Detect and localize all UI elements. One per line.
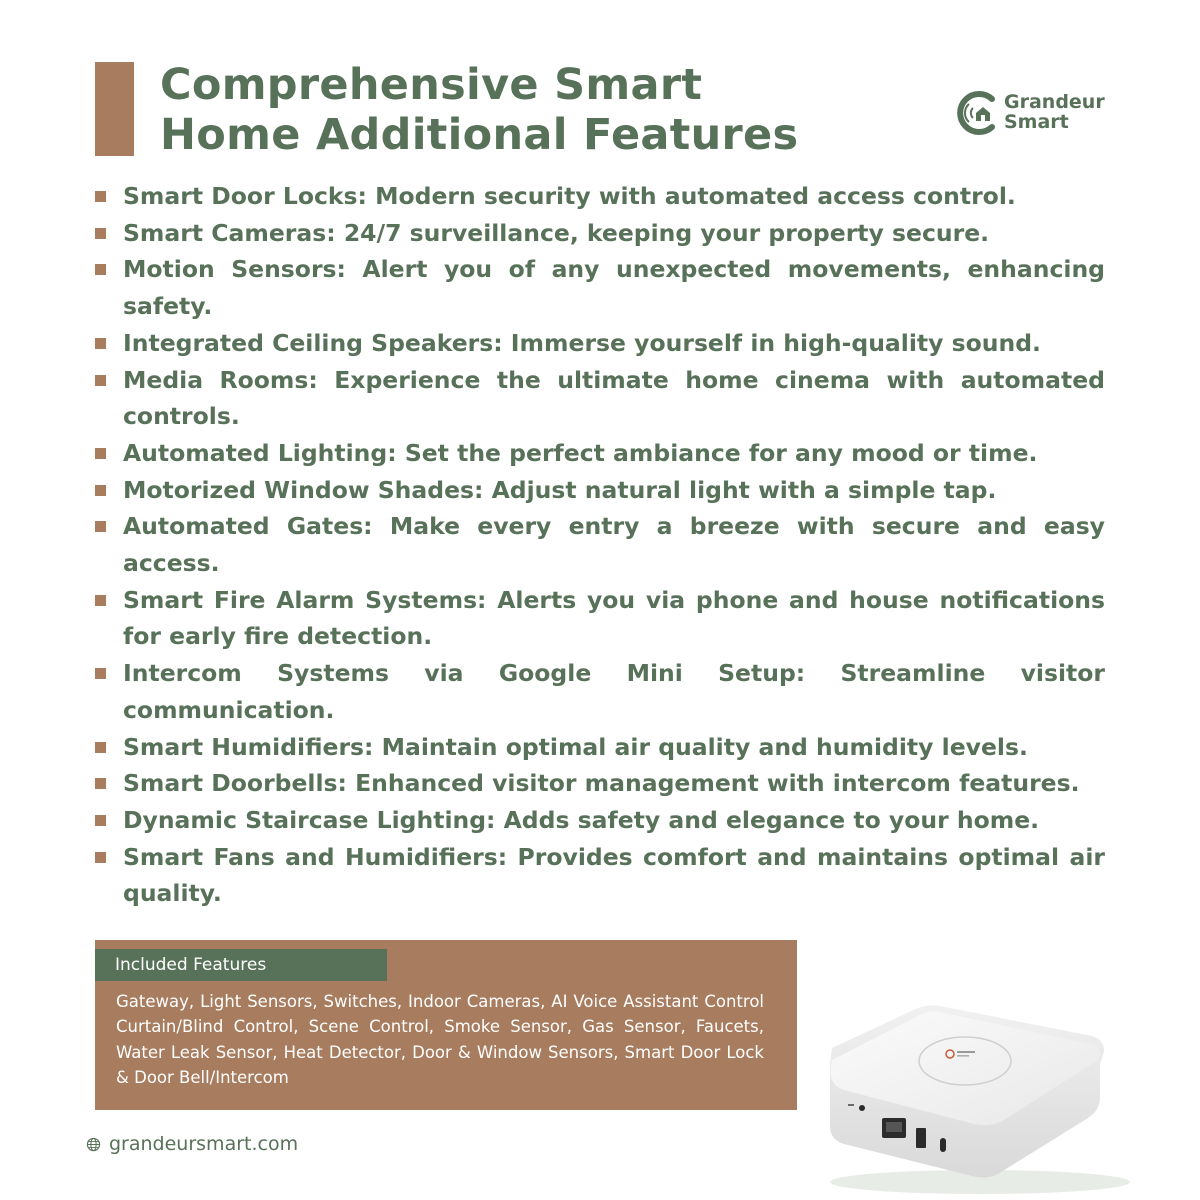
feature-item — [95, 582, 1105, 655]
feature-item — [95, 362, 1105, 435]
feature-list — [95, 178, 1105, 912]
page-title — [160, 60, 798, 160]
title-accent-bar — [95, 62, 134, 156]
bullet-square-icon — [95, 191, 106, 202]
bullet-square-icon — [95, 264, 106, 275]
included-features-text: Gateway, Light Sensors, Switches, Indoor Cameras, AI Voice Assistant Control Curtain/Blind Control, Scene Control, Smoke Sensor, Gas Sensor, Faucets, Water Leak Sensor, Heat Detector, Door & Window Sensors, Smart Door Lock & Door Bell/Intercom — [116, 992, 764, 1087]
page-title-line-2: Home Additional Features — [160, 110, 799, 160]
bullet-square-icon — [95, 778, 106, 789]
bullet-square-icon — [95, 521, 106, 532]
bullet-square-icon — [95, 338, 106, 349]
feature-text: Media Rooms: Experience the ultimate home cinema with automated controls. — [123, 365, 1105, 431]
feature-text: Smart Doorbells: Enhanced visitor management with intercom features. — [123, 769, 1080, 798]
feature-text: Smart Fire Alarm Systems: Alerts you via phone and house notifications for early fire detection. — [123, 585, 1105, 651]
feature-text: Intercom Systems via Google Mini Setup: Streamline visitor communication. — [123, 659, 1105, 724]
bullet-square-icon — [95, 485, 106, 496]
feature-text: Smart Humidifiers: Maintain optimal air quality and humidity levels. — [123, 732, 1028, 761]
wifi-home-icon — [952, 88, 1002, 138]
feature-item — [95, 215, 1105, 252]
feature-item — [95, 839, 1105, 912]
feature-item — [95, 802, 1105, 839]
feature-text: Automated Gates: Make every entry a breeze with secure and easy access. — [123, 512, 1105, 578]
feature-text: Integrated Ceiling Speakers: Immerse yourself in high-quality sound. — [123, 328, 1041, 357]
globe-icon — [86, 1137, 101, 1152]
bullet-square-icon — [95, 595, 106, 606]
feature-text: Smart Cameras: 24/7 surveillance, keeping your property secure. — [123, 218, 990, 247]
gateway-device-image — [800, 960, 1160, 1200]
brand-name-line-1: Grandeur — [1004, 91, 1105, 113]
included-features-panel — [95, 940, 797, 1110]
bullet-square-icon — [95, 815, 106, 826]
website-url: grandeursmart.com — [109, 1133, 299, 1155]
feature-text: Smart Door Locks: Modern security with automated access control. — [123, 182, 1016, 210]
bullet-square-icon — [95, 375, 106, 386]
feature-item — [95, 765, 1105, 802]
bullet-square-icon — [95, 852, 106, 863]
bullet-square-icon — [95, 742, 106, 753]
feature-item — [95, 729, 1105, 766]
feature-item — [95, 655, 1105, 728]
feature-item — [95, 472, 1105, 509]
bullet-square-icon — [95, 448, 106, 459]
website-link[interactable] — [86, 1131, 298, 1157]
feature-text: Motorized Window Shades: Adjust natural light with a simple tap. — [123, 475, 997, 504]
brand-name — [1004, 92, 1105, 132]
brand-logo — [952, 88, 1112, 140]
bullet-square-icon — [95, 228, 106, 239]
page-title-line-1: Comprehensive Smart — [160, 60, 703, 110]
feature-text: Smart Fans and Humidifiers: Provides comfort and maintains optimal air quality. — [123, 842, 1105, 908]
included-features-header: Included Features — [95, 949, 387, 981]
brand-name-line-2: Smart — [1004, 111, 1069, 133]
feature-text: Motion Sensors: Alert you of any unexpected movements, enhancing safety. — [123, 255, 1105, 321]
feature-text: Automated Lighting: Set the perfect ambiance for any mood or time. — [123, 438, 1038, 467]
feature-item — [95, 178, 1105, 215]
feature-text: Dynamic Staircase Lighting: Adds safety and elegance to your home. — [123, 805, 1040, 834]
bullet-square-icon — [95, 668, 106, 679]
feature-item — [95, 325, 1105, 362]
feature-item — [95, 251, 1105, 324]
feature-item — [95, 435, 1105, 472]
feature-item — [95, 508, 1105, 581]
